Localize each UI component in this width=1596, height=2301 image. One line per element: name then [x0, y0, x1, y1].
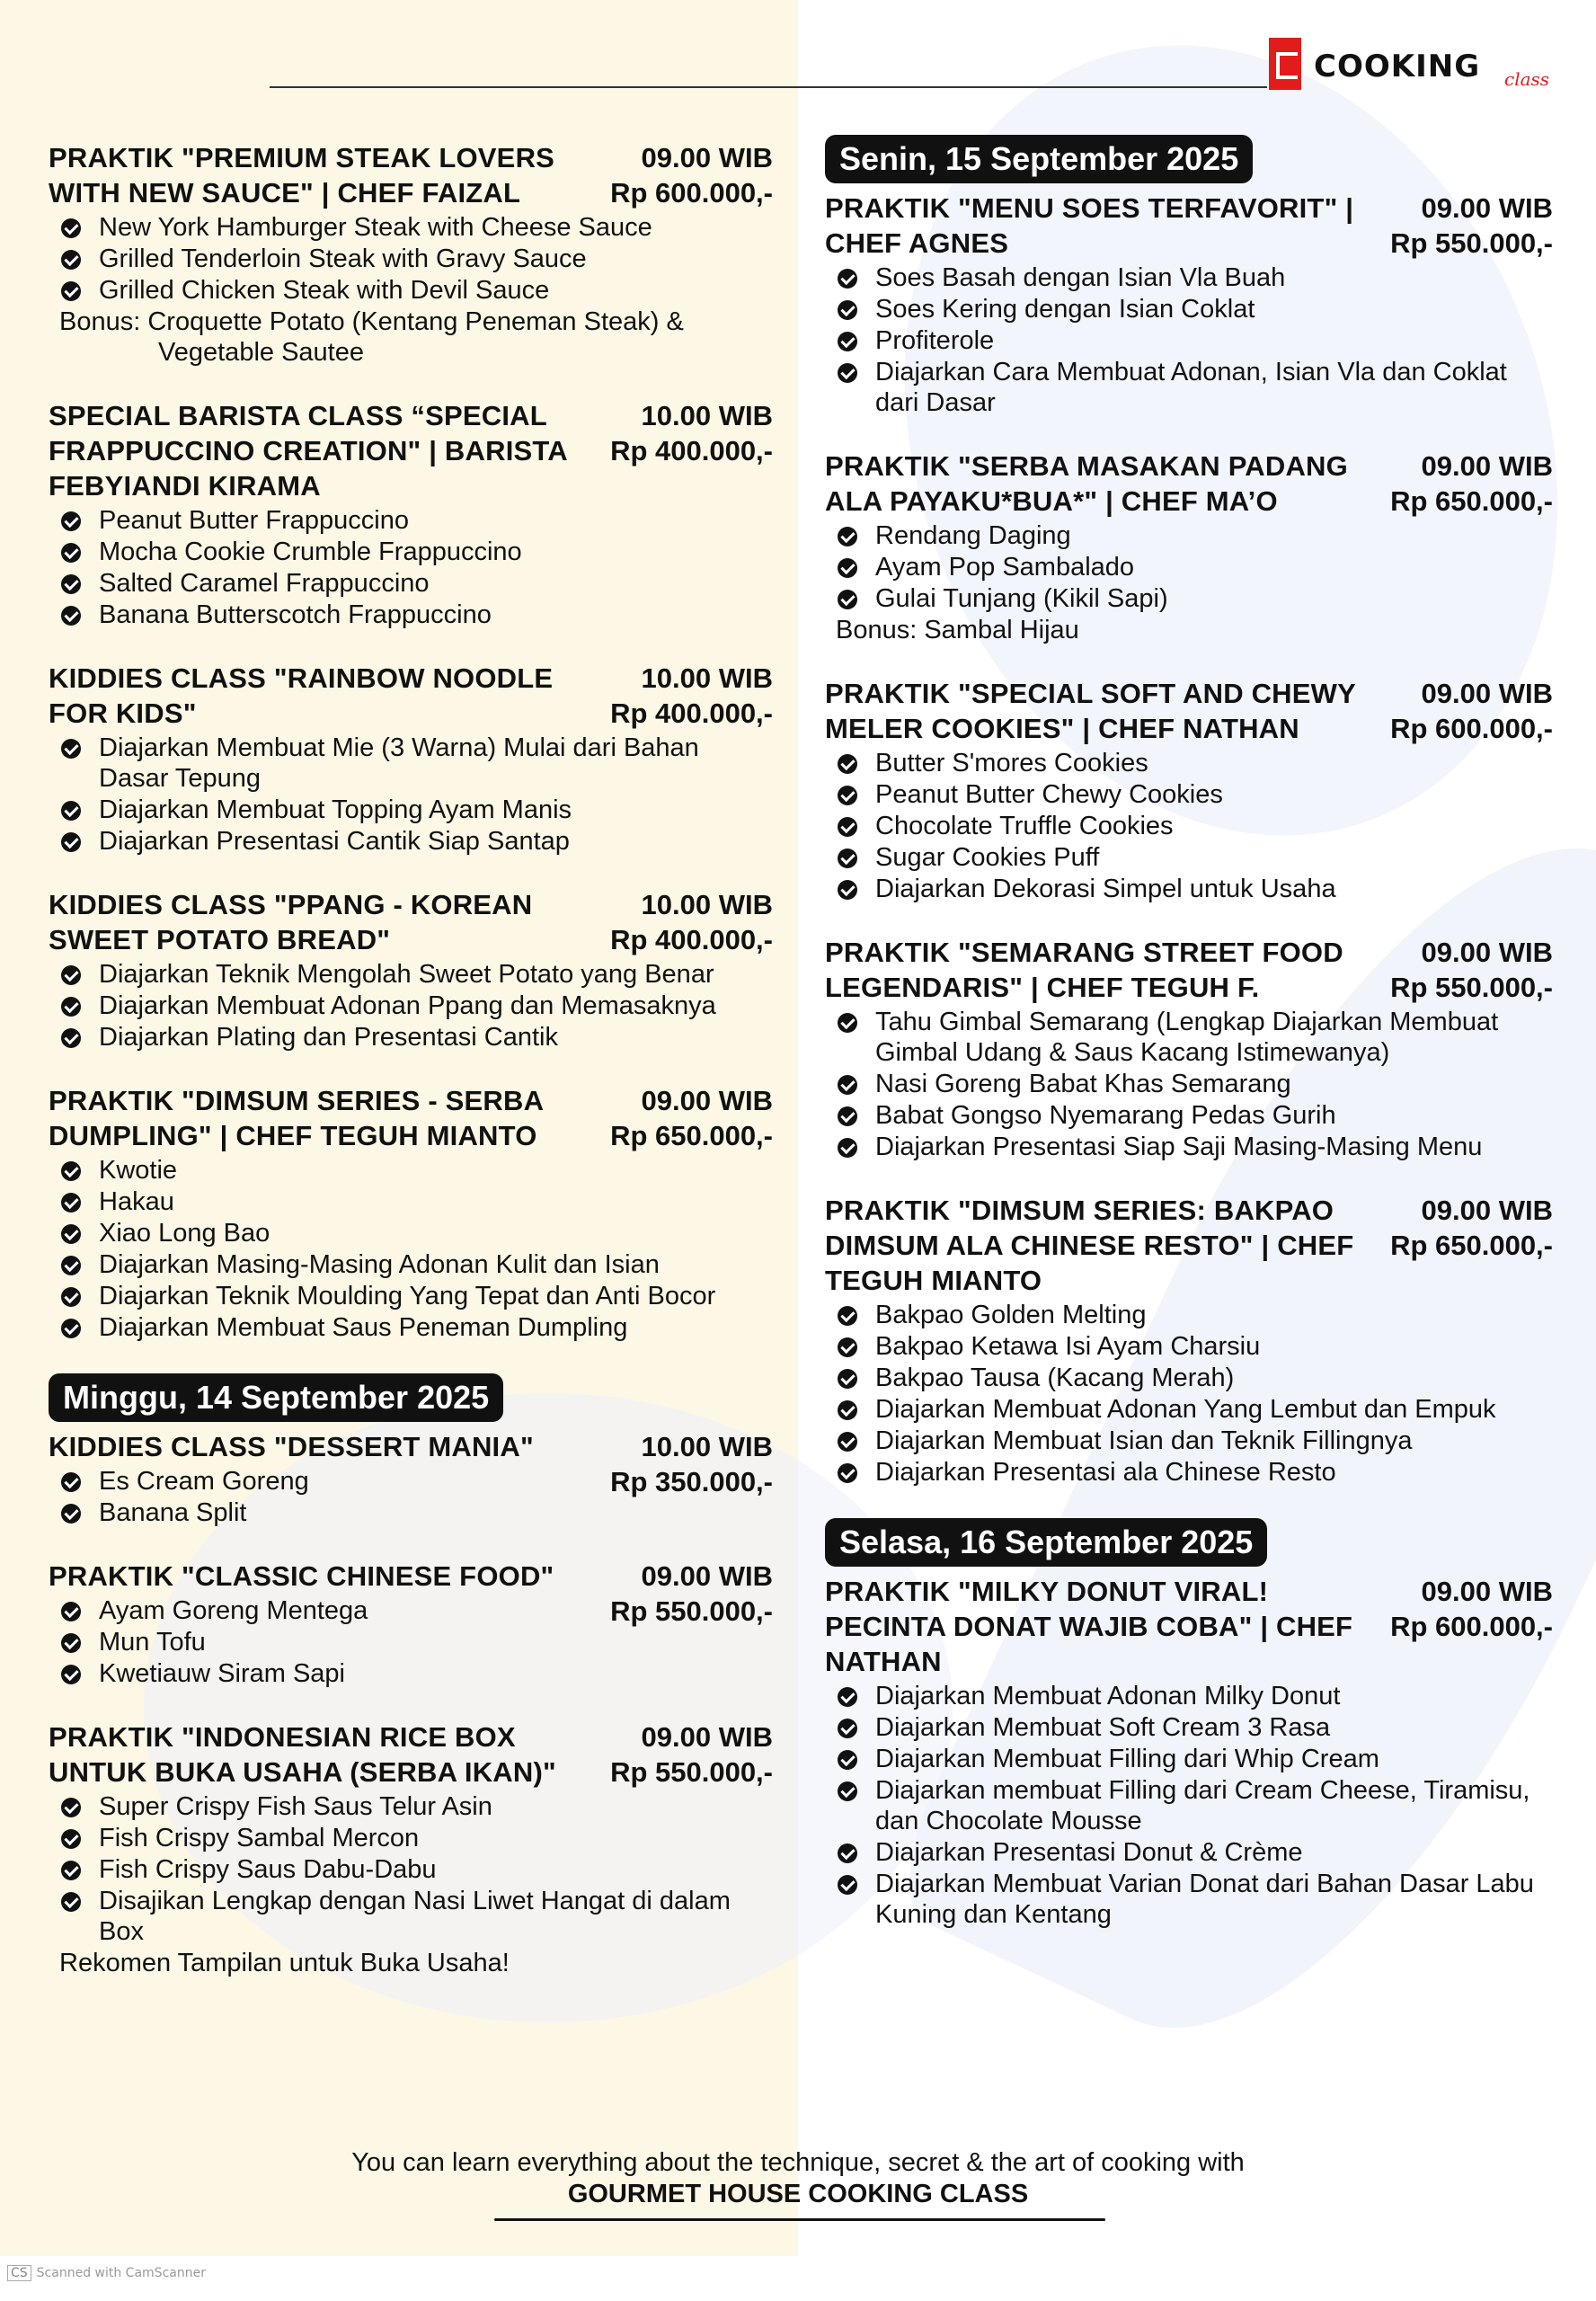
check-circle-icon [838, 754, 857, 774]
class-entry [49, 1719, 773, 1978]
menu-item-text: Butter S'mores Cookies [875, 749, 1148, 777]
check-circle-icon [838, 1337, 857, 1357]
class-time: 09.00 WIB [1421, 450, 1553, 482]
menu-item [825, 811, 1553, 841]
date-heading: Minggu, 14 September 2025 [49, 1373, 503, 1422]
check-circle-icon [838, 590, 857, 609]
class-price: Rp 350.000,- [610, 1466, 773, 1497]
class-time: 09.00 WIB [641, 1560, 773, 1592]
menu-item [49, 1249, 773, 1280]
class-price: Rp 550.000,- [610, 1595, 773, 1627]
class-price: Rp 650.000,- [1390, 485, 1553, 517]
menu-item-text: Tahu Gimbal Semarang (Lengkap Diajarkan Membuat Gimbal Udang & Saus Kacang Istimewanya) [875, 1008, 1499, 1067]
class-title: PRAKTIK "CLASSIC CHINESE FOOD" [49, 1560, 554, 1592]
menu-item-text: Diajarkan membuat Filling dari Cream Cheese, Tiramisu, dan Chocolate Mousse [875, 1776, 1530, 1835]
class-header [49, 661, 773, 731]
menu-item-text: Grilled Chicken Steak with Devil Sauce [99, 276, 550, 305]
header-divider [270, 86, 1267, 88]
menu-item [49, 1022, 773, 1053]
check-circle-icon [838, 817, 857, 837]
menu-list [825, 262, 1553, 418]
menu-item-text: Xiao Long Bao [99, 1219, 270, 1248]
check-circle-icon [61, 1028, 81, 1048]
check-circle-icon [61, 574, 81, 594]
brand-logo [1269, 34, 1556, 97]
check-circle-icon [61, 543, 81, 563]
menu-item [49, 1823, 773, 1853]
menu-item-text: Nasi Goreng Babat Khas Semarang [875, 1070, 1291, 1098]
class-time: 10.00 WIB [641, 889, 773, 920]
class-entry [49, 1083, 773, 1343]
class-entry [49, 1559, 773, 1689]
class-time: 09.00 WIB [1421, 1576, 1553, 1607]
check-circle-icon [838, 1075, 857, 1095]
menu-item [825, 874, 1553, 904]
menu-item-text: Diajarkan Masing-Masing Adonan Kulit dan Isian [99, 1250, 660, 1279]
menu-item-text: Kwotie [99, 1156, 178, 1185]
class-header [49, 887, 773, 957]
menu-item-text: Diajarkan Membuat Soft Cream 3 Rasa [875, 1713, 1331, 1742]
menu-item-text: Diajarkan Membuat Adonan Yang Lembut dan Empuk [875, 1395, 1496, 1424]
class-meta [1390, 1193, 1553, 1263]
check-circle-icon [838, 1687, 857, 1707]
class-meta [1390, 1574, 1553, 1644]
menu-item [825, 1744, 1553, 1774]
class-title: PRAKTIK "SPECIAL SOFT AND CHEWY MELER COOKIES" | CHEF NATHAN [825, 678, 1356, 744]
check-circle-icon [838, 269, 857, 289]
menu-item [825, 748, 1553, 778]
class-meta [610, 140, 773, 210]
menu-item-text: Grilled Tenderloin Steak with Gravy Sauce [99, 244, 587, 273]
bonus-note: Vegetable Sautee [158, 338, 364, 367]
menu-item-text: Chocolate Truffle Cookies [875, 812, 1174, 840]
check-circle-icon [61, 250, 81, 270]
scan-badge: CS [7, 2265, 31, 2281]
check-circle-icon [61, 1224, 81, 1244]
check-circle-icon [61, 1633, 81, 1653]
menu-item [49, 1595, 773, 1626]
menu-list [825, 1681, 1553, 1930]
menu-item [825, 1132, 1553, 1162]
class-meta [1390, 935, 1553, 1005]
check-circle-icon [61, 1193, 81, 1213]
class-time: 09.00 WIB [641, 1085, 773, 1116]
class-entry [825, 1574, 1553, 1930]
menu-item [49, 1155, 773, 1186]
check-circle-icon [838, 1781, 857, 1801]
logo-script: class [1504, 68, 1550, 90]
menu-item-text: Es Cream Goreng [99, 1467, 309, 1496]
menu-item [49, 212, 773, 243]
menu-item [825, 1363, 1553, 1393]
check-circle-icon [61, 1504, 81, 1524]
class-meta [1390, 449, 1553, 519]
menu-item-text: Ayam Pop Sambalado [875, 553, 1135, 582]
check-circle-icon [838, 1306, 857, 1326]
footer-tagline: You can learn everything about the technique, secret & the art of cooking with [351, 2148, 1245, 2177]
menu-item [825, 552, 1553, 582]
menu-item [49, 1281, 773, 1311]
class-entry [49, 398, 773, 630]
check-circle-icon [61, 739, 81, 759]
menu-item-text: Super Crispy Fish Saus Telur Asin [99, 1792, 492, 1821]
date-section [49, 1373, 773, 1978]
menu-item [49, 1186, 773, 1217]
class-price: Rp 400.000,- [610, 697, 773, 729]
menu-item [49, 505, 773, 536]
check-circle-icon [838, 1106, 857, 1126]
check-circle-icon [838, 1013, 857, 1033]
class-title: PRAKTIK "PREMIUM STEAK LOVERS WITH NEW SAUCE" | CHEF FAIZAL [49, 142, 555, 209]
menu-item [825, 1775, 1553, 1836]
class-entry [49, 661, 773, 857]
check-circle-icon [61, 606, 81, 626]
menu-item [49, 568, 773, 599]
menu-item-text: Banana Butterscotch Frappuccino [99, 600, 492, 629]
class-meta [610, 887, 773, 957]
class-title: PRAKTIK "DIMSUM SERIES - SERBA DUMPLING" | CHEF TEGUH MIANTO [49, 1085, 544, 1151]
check-circle-icon [61, 1861, 81, 1880]
menu-list [49, 505, 773, 630]
class-price: Rp 600.000,- [1390, 1611, 1553, 1642]
menu-item-text: Fish Crispy Sambal Mercon [99, 1824, 420, 1852]
chef-hat-icon [1269, 38, 1301, 90]
menu-item-text: Diajarkan Membuat Adonan Ppang dan Memasaknya [99, 991, 716, 1020]
menu-item [825, 1681, 1553, 1711]
menu-item [49, 1466, 773, 1497]
menu-item-text: Profiterole [875, 326, 995, 355]
menu-item-text: Diajarkan Membuat Adonan Milky Donut [875, 1682, 1341, 1710]
class-time: 10.00 WIB [641, 662, 773, 694]
class-price: Rp 550.000,- [1390, 972, 1553, 1003]
check-circle-icon [61, 832, 81, 852]
class-price: Rp 400.000,- [610, 924, 773, 955]
check-circle-icon [838, 1432, 857, 1452]
date-heading: Selasa, 16 September 2025 [825, 1518, 1267, 1567]
menu-item [825, 1394, 1553, 1425]
menu-item-text: Rendang Daging [875, 521, 1071, 550]
class-header [49, 140, 773, 210]
check-circle-icon [61, 281, 81, 301]
class-entry [49, 887, 773, 1053]
menu-item-text: Gulai Tunjang (Kikil Sapi) [875, 584, 1168, 613]
bonus-note: Rekomen Tampilan untuk Buka Usaha! [59, 1949, 510, 1977]
menu-item-text: Mocha Cookie Crumble Frappuccino [99, 537, 522, 566]
check-circle-icon [838, 848, 857, 868]
menu-item-text: Diajarkan Presentasi Donut & Crème [875, 1838, 1303, 1867]
menu-item [825, 1007, 1553, 1068]
menu-item [49, 826, 773, 857]
check-circle-icon [838, 527, 857, 546]
class-title: KIDDIES CLASS "PPANG - KOREAN SWEET POTATO BREAD" [49, 889, 533, 955]
class-meta [610, 398, 773, 468]
menu-item-text: Diajarkan Membuat Varian Donat dari Bahan Dasar Labu Kuning dan Kentang [875, 1870, 1534, 1929]
menu-item [49, 1854, 773, 1885]
check-circle-icon [838, 300, 857, 320]
check-circle-icon [61, 1892, 81, 1912]
menu-item-text: Diajarkan Presentasi ala Chinese Resto [875, 1458, 1336, 1487]
menu-item [825, 325, 1553, 356]
menu-item-text: Peanut Butter Chewy Cookies [875, 780, 1223, 809]
class-entry [825, 449, 1553, 645]
class-entry [825, 1193, 1553, 1488]
menu-item-text: Bakpao Golden Melting [875, 1301, 1147, 1329]
check-circle-icon [838, 363, 857, 383]
check-circle-icon [61, 1472, 81, 1492]
menu-item-text: Diajarkan Presentasi Siap Saji Masing-Masing Menu [875, 1133, 1483, 1161]
class-header [825, 449, 1553, 519]
check-circle-icon [61, 511, 81, 531]
class-title: PRAKTIK "SEMARANG STREET FOOD LEGENDARIS" | CHEF TEGUH F. [825, 937, 1343, 1003]
menu-item [825, 262, 1553, 293]
menu-item-text: Diajarkan Membuat Mie (3 Warna) Mulai dari Bahan Dasar Tepung [99, 733, 699, 793]
class-title: PRAKTIK "INDONESIAN RICE BOX UNTUK BUKA USAHA (SERBA IKAN)" [49, 1721, 556, 1788]
class-price: Rp 600.000,- [1390, 713, 1553, 744]
bonus-note: Bonus: Sambal Hijau [836, 616, 1079, 644]
menu-item [825, 1426, 1553, 1456]
right-column [825, 135, 1553, 1960]
menu-item-text: Diajarkan Membuat Isian dan Teknik Fillingnya [875, 1426, 1413, 1455]
class-price: Rp 400.000,- [610, 435, 773, 466]
class-header [49, 398, 773, 503]
class-entry [49, 1429, 773, 1528]
check-circle-icon [838, 1138, 857, 1158]
date-section [49, 140, 773, 1343]
check-circle-icon [61, 1665, 81, 1684]
check-circle-icon [838, 1369, 857, 1389]
class-price: Rp 550.000,- [610, 1756, 773, 1788]
menu-item-text: Banana Split [99, 1498, 247, 1527]
class-price: Rp 550.000,- [1390, 227, 1553, 259]
class-time: 09.00 WIB [1421, 1195, 1553, 1226]
class-time: 09.00 WIB [1421, 678, 1553, 709]
class-meta [1390, 676, 1553, 746]
menu-item-text: Mun Tofu [99, 1628, 206, 1657]
logo-text: COOKING [1314, 49, 1481, 84]
menu-item-text: Diajarkan Membuat Saus Peneman Dumpling [99, 1313, 628, 1342]
menu-item [49, 600, 773, 630]
menu-item-text: Diajarkan Dekorasi Simpel untuk Usaha [875, 875, 1336, 903]
menu-item [825, 1869, 1553, 1930]
check-circle-icon [838, 1719, 857, 1738]
menu-item-text: Sugar Cookies Puff [875, 843, 1100, 872]
menu-item [825, 1457, 1553, 1488]
date-heading: Senin, 15 September 2025 [825, 135, 1253, 183]
class-header [825, 1574, 1553, 1679]
check-circle-icon [838, 1400, 857, 1420]
class-time: 10.00 WIB [641, 1431, 773, 1462]
menu-item-text: Babat Gongso Nyemarang Pedas Gurih [875, 1101, 1336, 1130]
menu-item [49, 959, 773, 990]
check-circle-icon [61, 1256, 81, 1275]
menu-item [825, 1300, 1553, 1330]
class-price: Rp 600.000,- [610, 177, 773, 209]
class-time: 10.00 WIB [641, 400, 773, 431]
check-circle-icon [838, 1875, 857, 1895]
menu-item [49, 733, 773, 794]
class-header [49, 1083, 773, 1153]
menu-item [49, 537, 773, 567]
class-title: PRAKTIK "MILKY DONUT VIRAL! PECINTA DONAT WAJIB COBA" | CHEF NATHAN [825, 1576, 1353, 1677]
check-circle-icon [838, 880, 857, 900]
date-section [825, 135, 1553, 1488]
class-title: KIDDIES CLASS "RAINBOW NOODLE FOR KIDS" [49, 662, 554, 729]
check-circle-icon [61, 1829, 81, 1849]
menu-list [825, 1007, 1553, 1162]
scan-text: Scanned with CamScanner [36, 2266, 206, 2280]
class-price: Rp 650.000,- [610, 1120, 773, 1151]
menu-list [49, 959, 773, 1053]
menu-item-text: Diajarkan Plating dan Presentasi Cantik [99, 1023, 558, 1052]
class-header [825, 935, 1553, 1005]
footer-brand: GOURMET HOUSE COOKING CLASS [567, 2180, 1029, 2208]
menu-item [825, 520, 1553, 551]
check-circle-icon [61, 1602, 81, 1621]
class-entry [49, 140, 773, 368]
class-header [825, 1193, 1553, 1298]
menu-item-text: Hakau [99, 1187, 174, 1216]
check-circle-icon [61, 218, 81, 238]
menu-item-text: New York Hamburger Steak with Cheese Sauce [99, 213, 652, 242]
menu-list [825, 1300, 1553, 1488]
menu-item [49, 795, 773, 825]
menu-item [825, 842, 1553, 873]
menu-item-text: Fish Crispy Saus Dabu-Dabu [99, 1855, 437, 1884]
menu-item-text: Peanut Butter Frappuccino [99, 506, 409, 535]
class-title: PRAKTIK "DIMSUM SERIES: BAKPAO DIMSUM ALA CHINESE RESTO" | CHEF TEGUH MIANTO [825, 1195, 1354, 1296]
class-meta [610, 1083, 773, 1153]
class-entry [825, 191, 1553, 418]
menu-item [49, 1627, 773, 1657]
menu-item [49, 1218, 773, 1248]
menu-item [825, 583, 1553, 614]
check-circle-icon [838, 786, 857, 805]
menu-list [49, 1791, 773, 1947]
menu-item-text: Diajarkan Teknik Moulding Yang Tepat dan Anti Bocor [99, 1282, 716, 1310]
menu-item-text: Diajarkan Teknik Mengolah Sweet Potato yang Benar [99, 960, 714, 989]
check-circle-icon [61, 965, 81, 985]
date-section [825, 1518, 1553, 1930]
menu-item [825, 1069, 1553, 1099]
check-circle-icon [838, 1463, 857, 1483]
menu-item-text: Diajarkan Membuat Topping Ayam Manis [99, 795, 572, 824]
class-time: 09.00 WIB [641, 142, 773, 173]
class-entry [825, 676, 1553, 904]
class-time: 09.00 WIB [641, 1721, 773, 1753]
menu-item [49, 1312, 773, 1343]
menu-item-text: Diajarkan Cara Membuat Adonan, Isian Vla dan Coklat dari Dasar [875, 358, 1507, 417]
class-entry [825, 935, 1553, 1162]
class-title: KIDDIES CLASS "DESSERT MANIA" [49, 1431, 534, 1462]
check-circle-icon [61, 1798, 81, 1817]
footer-divider [494, 2218, 1105, 2221]
class-title: SPECIAL BARISTA CLASS “SPECIAL FRAPPUCCINO CREATION" | BARISTA FEBYIANDI KIRAMA [49, 400, 567, 502]
menu-item-text: Diajarkan Presentasi Cantik Siap Santap [99, 827, 570, 856]
menu-item [825, 357, 1553, 418]
check-circle-icon [838, 1843, 857, 1863]
menu-item-text: Ayam Goreng Mentega [99, 1596, 368, 1625]
class-title: PRAKTIK "MENU SOES TERFAVORIT" | CHEF AGNES [825, 192, 1354, 259]
class-price: Rp 650.000,- [1390, 1230, 1553, 1261]
menu-item [49, 1658, 773, 1689]
menu-list [49, 1155, 773, 1343]
menu-list [49, 1595, 773, 1689]
menu-list [49, 212, 773, 306]
scan-watermark [7, 2265, 206, 2281]
check-circle-icon [838, 332, 857, 351]
menu-item-text: Soes Kering dengan Isian Coklat [875, 295, 1255, 324]
menu-item [825, 1712, 1553, 1743]
menu-item-text: Disajikan Lengkap dengan Nasi Liwet Hangat di dalam Box [99, 1887, 731, 1946]
menu-item-text: Diajarkan Membuat Filling dari Whip Cream [875, 1745, 1379, 1773]
check-circle-icon [61, 801, 81, 821]
class-title: PRAKTIK "SERBA MASAKAN PADANG ALA PAYAKU*BUA*" | CHEF MA’O [825, 450, 1348, 517]
class-time: 09.00 WIB [1421, 937, 1553, 968]
class-meta [610, 661, 773, 731]
check-circle-icon [838, 558, 857, 578]
class-meta [610, 1719, 773, 1790]
menu-item-text: Bakpao Ketawa Isi Ayam Charsiu [875, 1332, 1261, 1361]
menu-item [825, 1331, 1553, 1362]
menu-item [825, 1100, 1553, 1131]
class-time: 09.00 WIB [1421, 192, 1553, 224]
left-column [49, 140, 773, 2009]
menu-item-text: Salted Caramel Frappuccino [99, 569, 430, 598]
check-circle-icon [838, 1750, 857, 1770]
menu-item-text: Kwetiauw Siram Sapi [99, 1659, 345, 1688]
menu-list [49, 733, 773, 857]
check-circle-icon [61, 1319, 81, 1338]
class-header [825, 191, 1553, 261]
bonus-note: Bonus: Croquette Potato (Kentang Peneman Steak) & [59, 307, 684, 336]
check-circle-icon [61, 1287, 81, 1307]
menu-item-text: Bakpao Tausa (Kacang Merah) [875, 1364, 1235, 1392]
menu-list [825, 520, 1553, 614]
menu-item-text: Soes Basah dengan Isian Vla Buah [875, 263, 1286, 292]
menu-list [49, 1466, 773, 1528]
class-header [825, 676, 1553, 746]
menu-item [825, 1837, 1553, 1868]
menu-item [49, 1497, 773, 1528]
menu-item [825, 779, 1553, 810]
menu-item [49, 275, 773, 306]
check-circle-icon [61, 1161, 81, 1181]
class-header [49, 1719, 773, 1790]
menu-item [49, 1886, 773, 1947]
check-circle-icon [61, 997, 81, 1017]
footer [0, 2148, 1596, 2209]
class-meta [1390, 191, 1553, 261]
menu-list [825, 748, 1553, 904]
menu-item [825, 294, 1553, 324]
menu-item [49, 1791, 773, 1822]
menu-item [49, 244, 773, 274]
menu-item [49, 991, 773, 1021]
